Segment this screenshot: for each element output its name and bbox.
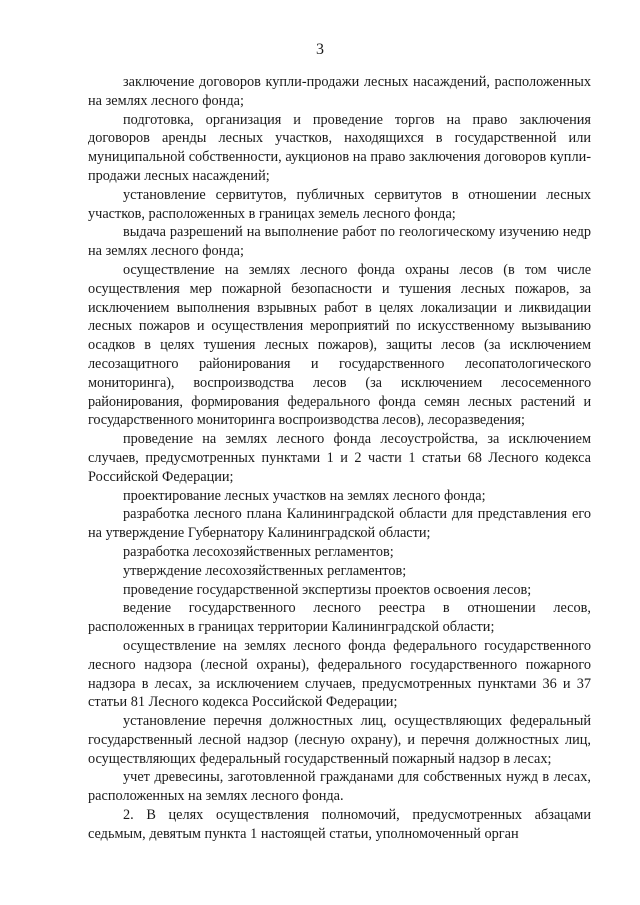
document-body — [88, 73, 591, 844]
paragraph-state-expertise: проведение государственной экспертизы проектов освоения лесов; — [123, 581, 532, 598]
paragraph-regulations-approval: утверждение лесохозяйственных регламентов; — [123, 562, 407, 579]
paragraph-timber-accounting: учет древесины, заготовленной гражданами для собственных нужд в лесах, расположенных на землях лесного фонда. — [88, 769, 591, 805]
paragraph-regulations-development: разработка лесохозяйственных регламентов; — [123, 543, 394, 560]
page-number: 3 — [316, 41, 324, 58]
paragraph-clause-2: 2. В целях осуществления полномочий, предусмотренных абзацами седьмым, девятым пункта 1 настоящей статьи, уполномоченный орган — [88, 807, 591, 842]
paragraph-geology-permits: выдача разрешений на выполнение работ по геологическому изучению недр на землях лесного фонда; — [88, 224, 591, 260]
paragraph-plot-design: проектирование лесных участков на землях лесного фонда; — [123, 487, 486, 504]
paragraph-forest-plan: разработка лесного плана Калининградской области для представления его на утверждение Губернатору Калининградской области; — [88, 506, 591, 542]
paragraph-sale-contracts: заключение договоров купли-продажи лесных насаждений, расположенных на землях лесного фонда; — [88, 74, 591, 109]
paragraph-forest-protection: осуществление на землях лесного фонда охраны лесов (в том числе осуществления мер пожарной безопасности и тушения лесных пожаров, за исключением выполнения взрывных работ в целях локализации и ликвидации лесных пожаров и осуществления мероприятий по искусственному вызыванию осадков в целях тушения лесных пожаров), защиты лесов (за исключением лесозащитного районирования и государственного лесопатологического мониторинга), воспроизводства лесов (за исключением лесосеменного районирования, формирования федерального фонда семян лесных растений и государственного мониторинга воспроизводства лесов), лесоразведения; — [88, 261, 591, 429]
paragraph-forest-register: ведение государственного лесного реестра в отношении лесов, расположенных в границах территории Калининградской области; — [88, 600, 591, 636]
paragraph-officials-list: установление перечня должностных лиц, осуществляющих федеральный государственный лесной надзор (лесную охрану), и перечня должностных лиц, осуществляющих федеральный государственный пожарный надзор в лесах; — [88, 713, 591, 767]
paragraph-forest-management: проведение на землях лесного фонда лесоустройства, за исключением случаев, предусмотренных пунктами 1 и 2 части 1 статьи 68 Лесного кодекса Российской Федерации; — [88, 431, 591, 485]
paragraph-auctions: подготовка, организация и проведение торгов на право заключения договоров аренды лесных участков, находящихся в государственной или муниципальной собственности, аукционов на право заключения договоров купли-продажи лесных насаждений; — [88, 111, 591, 184]
paragraph-servitudes: установление сервитутов, публичных сервитутов в отношении лесных участков, расположенных в границах земель лесного фонда; — [88, 186, 591, 222]
paragraph-state-supervision: осуществление на землях лесного фонда федерального государственного лесного надзора (лесной охраны), федерального государственного пожарного надзора в лесах, за исключением случаев, предусмотренных пунктами 36 и 37 статьи 81 Лесного кодекса Российской Федерации; — [88, 637, 591, 711]
